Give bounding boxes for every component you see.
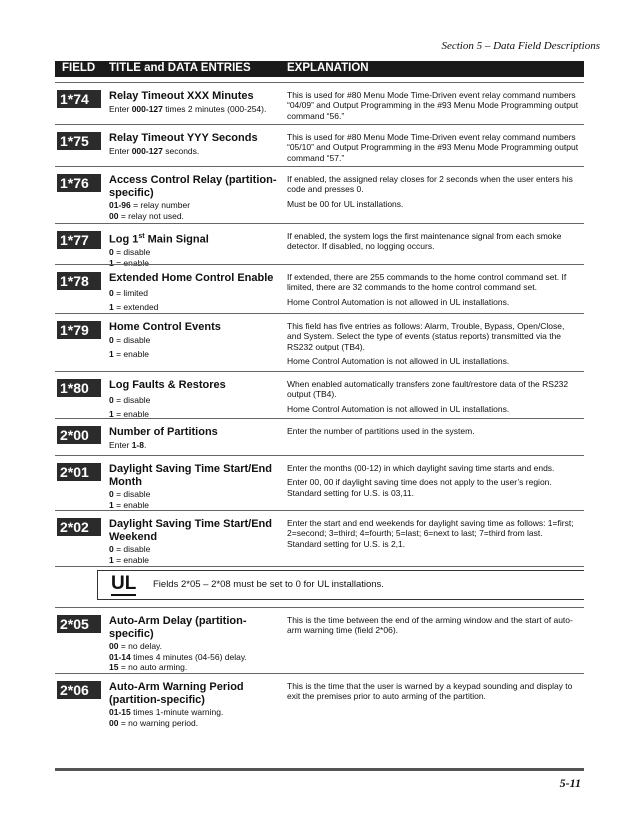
row-divider xyxy=(55,313,584,314)
field-title: Home Control Events xyxy=(109,321,221,333)
field-title: Daylight Saving Time Start/End Month xyxy=(109,463,272,488)
title-column xyxy=(109,321,281,360)
data-entry: Enter 000-127 times 2 minutes (000-254). xyxy=(109,103,267,114)
explanation-column xyxy=(287,681,579,706)
field-title: Auto-Arm Warning Period (partition-specific) xyxy=(109,681,244,706)
explanation-column xyxy=(287,426,579,440)
explanation-column xyxy=(287,132,579,167)
explanation-column xyxy=(287,231,579,256)
explanation-text: If enabled, the system logs the first maintenance signal from each smoke detector. If disabled, no logging occurs. xyxy=(287,231,562,252)
explanation-column xyxy=(287,321,579,370)
data-entries xyxy=(109,104,281,115)
data-entry: 0 = disable xyxy=(109,544,151,554)
data-entries xyxy=(109,146,281,157)
field-title: Relay Timeout YYY Seconds xyxy=(109,132,258,144)
data-entries xyxy=(109,544,281,565)
data-entry: 0 = disable xyxy=(109,394,151,405)
data-entries xyxy=(109,288,281,313)
data-entry: 1 = enable xyxy=(109,409,149,419)
explanation-column xyxy=(287,272,579,311)
row-divider xyxy=(55,607,584,608)
footer-rule xyxy=(55,768,584,771)
data-entry: 00 = no delay. xyxy=(109,641,163,651)
row-divider xyxy=(55,124,584,125)
explanation-column xyxy=(287,518,579,553)
explanation-column xyxy=(287,615,579,640)
field-number-badge: 2*02 xyxy=(57,518,101,536)
data-entries xyxy=(109,335,281,360)
field-title: Daylight Saving Time Start/End Weekend xyxy=(109,518,272,543)
data-entries xyxy=(109,440,281,451)
title-column xyxy=(109,426,281,450)
explanation-text: Home Control Automation is not allowed in UL installations. xyxy=(287,355,510,366)
column-header-field: FIELD xyxy=(62,62,96,74)
explanation-text: This is the time that the user is warned by a keypad sounding and display to exit the premises prior to auto arming of the partition. xyxy=(287,681,573,702)
explanation-text: Enter 00, 00 if daylight saving time does not apply to the user’s region. Standard setting for U.S. is 03,11. xyxy=(287,477,552,498)
field-number-badge: 1*78 xyxy=(57,272,101,290)
explanation-column xyxy=(287,379,579,418)
explanation-text: If extended, there are 255 commands to the home control command set. If limited, there are 32 commands to the home control command set. xyxy=(287,272,567,293)
row-divider xyxy=(55,264,584,265)
explanation-text: Must be 00 for UL installations. xyxy=(287,198,404,209)
data-entries xyxy=(109,395,281,420)
ul-note-box xyxy=(97,570,584,600)
field-title: Relay Timeout XXX Minutes xyxy=(109,90,254,102)
title-column xyxy=(109,463,281,510)
field-number-badge: 1*76 xyxy=(57,174,101,192)
ul-mark: UL xyxy=(111,573,137,594)
field-title: Extended Home Control Enable xyxy=(109,272,274,284)
explanation-text: Enter the months (00-12) in which daylight saving time starts and ends. xyxy=(287,463,555,473)
title-column xyxy=(109,681,281,728)
field-title: Access Control Relay (partition-specific) xyxy=(109,174,277,199)
data-entry: 1 = enable xyxy=(109,257,149,268)
data-entry: 0 = disable xyxy=(109,334,151,345)
field-number-badge: 2*00 xyxy=(57,426,101,444)
ul-note-text: Fields 2*05 – 2*08 must be set to 0 for UL installations. xyxy=(153,579,384,590)
row-divider xyxy=(55,82,584,83)
row-divider xyxy=(55,673,584,674)
data-entry: Enter 000-127 seconds. xyxy=(109,145,200,156)
data-entry: 15 = no auto arming. xyxy=(109,662,188,672)
explanation-text: If enabled, the assigned relay closes for 2 seconds when the user enters his code and presses 0. xyxy=(287,174,573,195)
row-divider xyxy=(55,418,584,419)
title-column xyxy=(109,615,281,673)
page-number: 5-11 xyxy=(559,776,581,790)
field-title: Log Faults & Restores xyxy=(109,379,226,391)
explanation-text: Home Control Automation is not allowed in UL installations. xyxy=(287,403,510,414)
field-number-badge: 1*79 xyxy=(57,321,101,339)
explanation-column xyxy=(287,90,579,125)
explanation-text: This is used for #80 Menu Mode Time-Driven event relay command numbers “05/10” and Output Programming in the #93 Menu Mode Programming output command “57.” xyxy=(287,132,579,163)
data-entries xyxy=(109,641,281,673)
field-title: Number of Partitions xyxy=(109,426,218,438)
data-entry: 1 = enable xyxy=(109,349,149,359)
explanation-text: When enabled automatically transfers zone fault/restore data of the RS232 output (TB4). xyxy=(287,379,569,400)
title-column xyxy=(109,132,281,156)
field-number-badge: 2*06 xyxy=(57,681,101,699)
explanation-text: Enter the number of partitions used in the system. xyxy=(287,426,475,436)
divider xyxy=(55,566,584,567)
field-number-badge: 2*01 xyxy=(57,463,101,481)
data-entry: 0 = limited xyxy=(109,287,148,298)
field-number-badge: 2*05 xyxy=(57,615,101,633)
data-entries xyxy=(109,247,281,268)
explanation-text: This is the time between the end of the arming window and the start of auto-arm warning time (field 2*06). xyxy=(287,615,573,636)
row-divider xyxy=(55,371,584,372)
title-column xyxy=(109,518,281,565)
section-header: Section 5 – Data Field Descriptions xyxy=(441,40,600,52)
field-number-badge: 1*74 xyxy=(57,90,101,108)
column-header-title: TITLE and DATA ENTRIES xyxy=(109,62,251,74)
data-entry: 01-96 = relay number xyxy=(109,200,191,210)
data-entry: 00 = no warning period. xyxy=(109,717,199,728)
data-entry: 0 = disable xyxy=(109,489,151,499)
column-header-explanation: EXPLANATION xyxy=(287,62,369,74)
data-entry: 0 = disable xyxy=(109,247,151,258)
row-divider xyxy=(55,455,584,456)
data-entry: 00 = relay not used. xyxy=(109,210,184,221)
field-title: Log 1st Main Signal xyxy=(109,233,209,246)
data-entry: Enter 1-8. xyxy=(109,439,147,450)
field-number-badge: 1*80 xyxy=(57,379,101,397)
title-column xyxy=(109,231,281,268)
explanation-text: This field has five entries as follows: Alarm, Trouble, Bypass, Open/Close, and System. Select the type of events (status reports) transmitted via the RS232 output (TB4). xyxy=(287,321,565,352)
row-divider xyxy=(55,166,584,167)
data-entries xyxy=(109,707,281,728)
data-entry: 1 = extended xyxy=(109,302,159,312)
explanation-column xyxy=(287,174,579,213)
data-entry: 01-15 times 1-minute warning. xyxy=(109,707,224,717)
row-divider xyxy=(55,223,584,224)
field-number-badge: 1*77 xyxy=(57,231,101,249)
row-divider xyxy=(55,510,584,511)
data-entries xyxy=(109,489,281,510)
explanation-text: Enter the start and end weekends for daylight saving time as follows: 1=first; 2=second; 3=third; 4=fourth; 5=last; 6=next to last; 7=third from last. Standard setting for U.S. is 2,1. xyxy=(287,518,574,549)
title-column xyxy=(109,272,281,313)
title-column xyxy=(109,174,281,221)
data-entry: 01-14 times 4 minutes (04-56) delay. xyxy=(109,651,247,662)
field-number-badge: 1*75 xyxy=(57,132,101,150)
data-entry: 1 = enable xyxy=(109,499,149,510)
explanation-column xyxy=(287,463,579,502)
explanation-text: Home Control Automation is not allowed in UL installations. xyxy=(287,296,510,307)
data-entry: 1 = enable xyxy=(109,554,149,565)
explanation-text: This is used for #80 Menu Mode Time-Driven event relay command numbers “04/09” and Output Programming in the #93 Menu Mode Programming output command “56.” xyxy=(287,90,579,121)
title-column xyxy=(109,90,281,114)
field-title: Auto-Arm Delay (partition-specific) xyxy=(109,615,247,640)
data-entries xyxy=(109,200,281,221)
title-column xyxy=(109,379,281,420)
